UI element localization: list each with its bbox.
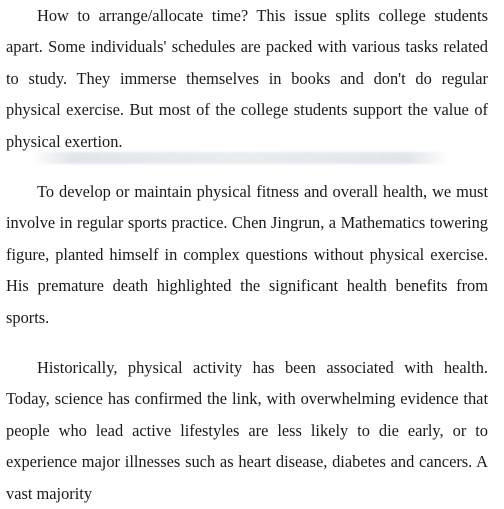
paragraph-1: How to arrange/allocate time? This issue splits college students apart. Some individuals' schedules are packed with various tasks related to study. They immerse themselves in books and don't do regular physical exercise. But most of the college students support the value of physical exertion.: [6, 6, 488, 151]
paragraph-2: To develop or maintain physical fitness and overall health, we must involve in regular sports practice. Chen Jingrun, a Mathematics towering figure, planted himself in complex questions without physical exercise. His premature death highlighted the significant health benefits from sports.: [6, 182, 488, 327]
document-body: [6, 0, 488, 509]
paragraph-3: Historically, physical activity has been associated with health. Today, science has confirmed the link, with overwhelming evidence that people who lead active lifestyles are less likely to die early, or to experience major illnesses such as heart disease, diabetes and cancers. A vast majority: [6, 358, 488, 503]
